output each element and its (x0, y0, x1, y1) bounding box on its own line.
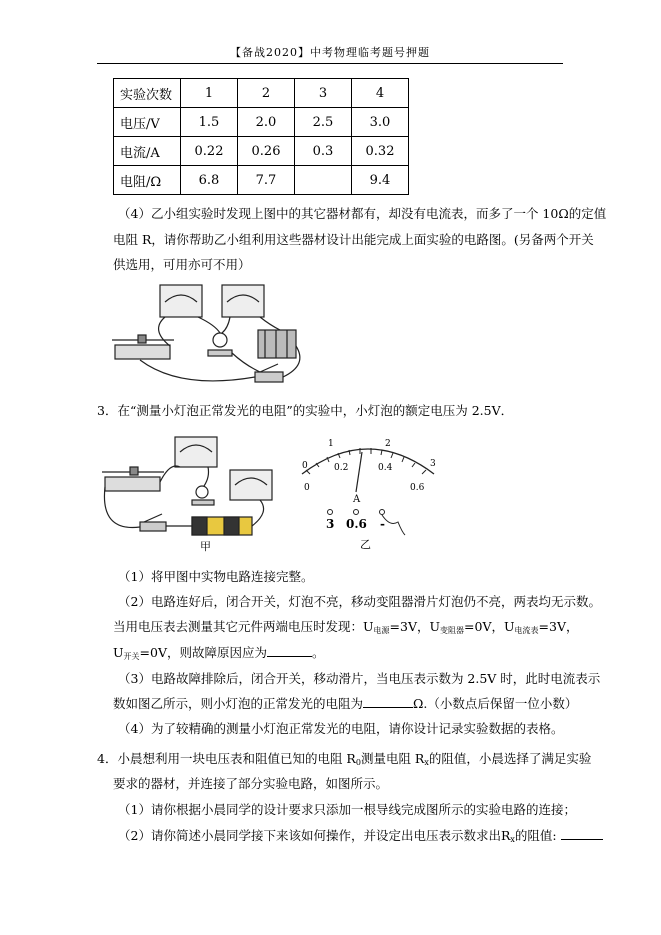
q3-p3a: （3）电路故障排除后，闭合开关，移动滑片，当电压表示数为 2.5V 时，此时电流表示 (118, 671, 601, 686)
scale-bottom-04: 0.4 (378, 463, 393, 473)
table-cell: 3 (295, 79, 352, 108)
q3-p4: （4）为了较精确的测量小灯泡正常发光的电阻，请你设计记录实验数据的表格。 (118, 721, 564, 736)
dial-arc (302, 449, 434, 474)
terminal-06: 0.6 (346, 517, 367, 531)
table-cell: 6.8 (181, 166, 238, 195)
q4-stem-b: 要求的器材，并连接了部分实验电路，如图所示。 (113, 776, 389, 791)
scale-bottom-06: 0.6 (410, 483, 425, 493)
table-row (114, 137, 409, 166)
table-cell: 0.26 (238, 137, 295, 166)
page-header: 【备战2020】中考物理临考题号押题 (230, 46, 430, 59)
table-cell: 1.5 (181, 108, 238, 137)
unit-label: A (353, 494, 361, 505)
table-cell: 0.32 (352, 137, 409, 166)
q3-p2b: 当用电压表去测量其它元件两端电压时发现：$U_{电源}=3V$，$U_{变阻器}=0V$，$U_{电流表}=3V$， (113, 619, 579, 635)
dial-pointer (356, 452, 362, 492)
table-row (114, 166, 409, 195)
figure-label-yi: 乙 (360, 538, 371, 551)
answer-blank[interactable] (363, 707, 413, 708)
answer-blank[interactable] (267, 656, 312, 657)
table-cell (295, 166, 352, 195)
table-cell: 1 (181, 79, 238, 108)
answer-blank[interactable] (561, 839, 603, 840)
scale-bottom-02: 0.2 (334, 463, 349, 473)
row-label: 电流/A (114, 137, 181, 166)
row-label: 实验次数 (114, 79, 181, 108)
scale-top-zero: 0 (302, 461, 308, 471)
q2-4-line2: 电阻 R，请你帮助乙小组利用这些器材设计出能完成上面实验的电路图。(另备两个开关 (113, 232, 594, 247)
q2-4-line1: （4）乙小组实验时发现上图中的其它器材都有，却没有电流表，而多了一个 10Ω的定值 (118, 206, 607, 221)
scale-bottom-0: 0 (304, 483, 310, 493)
q4-stem-a: 4．小晨想利用一块电压表和阻值已知的电阻 $R_0$测量电阻 $R_x$的阻值，小晨选择了满足实验 (97, 751, 592, 767)
terminal-minus: - (380, 517, 385, 531)
q4-p2: （2）请你简述小晨同学接下来该如何操作，并设定出电压表示数求出$R_x$的阻值: (118, 823, 603, 852)
table-cell: 2.0 (238, 108, 295, 137)
circuit-figure-1 (110, 280, 310, 395)
q3-p2c: $U_{开关}=0V$，则故障原因应为 。 (113, 645, 325, 661)
experiment-table (113, 78, 409, 195)
table-cell: 2.5 (295, 108, 352, 137)
table-row (114, 79, 409, 108)
q4-p1: （1）请你根据小晨同学的设计要求只添加一根导线完成图所示的实验电路的连接； (118, 802, 576, 817)
q2-4-line3: 供选用，可用亦可不用） (113, 257, 251, 272)
q3-p2a: （2）电路连好后，闭合开关，灯泡不亮，移动变阻器滑片灯泡仍不亮，两表均无示数。 (118, 594, 601, 609)
table-cell: 9.4 (352, 166, 409, 195)
ammeter-dial-yi (290, 432, 450, 557)
table-cell: 0.22 (181, 137, 238, 166)
table-cell: 3.0 (352, 108, 409, 137)
table-cell: 2 (238, 79, 295, 108)
table-row (114, 108, 409, 137)
q3-p3b: 数如图乙所示，则小灯泡的正常发光的电阻为 Ω.（小数点后保留一位小数） (113, 696, 578, 711)
row-label: 电阻/Ω (114, 166, 181, 195)
table-cell: 4 (352, 79, 409, 108)
circuit-figure-jia (100, 432, 275, 557)
scale-top-2: 2 (385, 439, 391, 449)
header-rule (97, 63, 563, 64)
scale-top-1: 1 (328, 439, 334, 449)
scale-top-3: 3 (430, 459, 436, 469)
table-cell: 0.3 (295, 137, 352, 166)
figure-label-jia: 甲 (200, 540, 211, 553)
terminal-3: 3 (326, 517, 335, 531)
q3-p1: （1）将甲图中实物电路连接完整。 (118, 569, 314, 584)
q3-stem: 3．在“测量小灯泡正常发光的电阻”的实验中，小灯泡的额定电压为 2.5V． (97, 403, 514, 418)
table-cell: 7.7 (238, 166, 295, 195)
row-label: 电压/V (114, 108, 181, 137)
